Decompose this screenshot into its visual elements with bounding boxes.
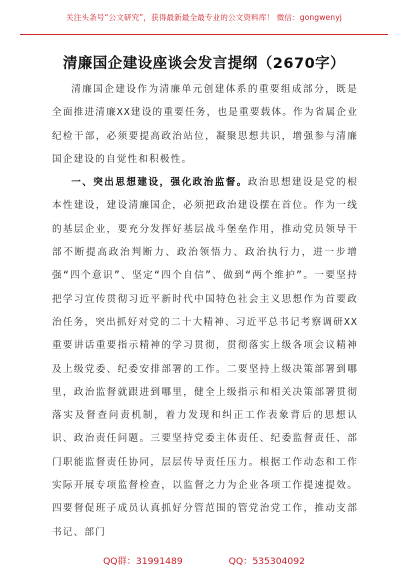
intro-paragraph: 清廉国企建设作为清廉单元创建体系的重要组成部分，既是全面推进清廉XX建设的重要任务，也是重要载体。作为省属企业纪检干部，必须要提高政治站位，凝聚思想共识，增强参与清廉国企建设的自觉性和积极性。 bbox=[52, 84, 358, 165]
section-text: 政治思想建设是党的根本性建设，建设清廉国企，必须把政治建设摆在首位。作为一线的基层企业，要充分发挥好基层战斗堡垒作用，推动党员领导干部不断提高政治判断力、政治领悟力、政治执行力，进一步增强“四个意识”、坚定“四个自信”、做到“两个维护”。一要坚持把学习宣传贯彻习近平新时代中国特色社会主义思想作为首要政治任务，突出抓好对党的二十大精神、习近平总书记考察调研XX重要讲话重要指示精神的学习贯彻，贯彻落实上级各项会议精神及上级党委、纪委安排部署的工作。二要坚持上级决策部署到哪里，政治监督就跟进到哪里，健全上级指示和相关决策部署贯彻落实及督查问责机制，着力发现和纠正工作表象背后的思想认识、政治责任问题。三要坚持党委主体责任、纪委监督责任、部门职能监督责任协同，层层传导责任压力。根据工作动态和工作实际开展专项监督检查，以监督之力为企业各项工作提速提效。四要督促班子成员认真抓好分管范围的管党治党工作，推动支部书记、部门 bbox=[52, 177, 359, 538]
header-divider bbox=[20, 34, 388, 35]
contact-footer bbox=[20, 553, 388, 567]
qq-group-link[interactable]: QQ群：31991489 bbox=[103, 556, 183, 567]
section-paragraph bbox=[52, 171, 358, 544]
section-heading: 一、突出思想建设，强化政治监督。 bbox=[71, 177, 248, 189]
document-body bbox=[52, 78, 358, 544]
qq-link[interactable]: QQ：535304092 bbox=[228, 556, 305, 567]
document-title: 清廉国企建设座谈会发言提纲（2670字） bbox=[62, 56, 346, 72]
promo-header: 关注头条号“公文研究”，获得最新最全最专业的公文资料库！ 微信：gongwenyj bbox=[66, 13, 342, 22]
